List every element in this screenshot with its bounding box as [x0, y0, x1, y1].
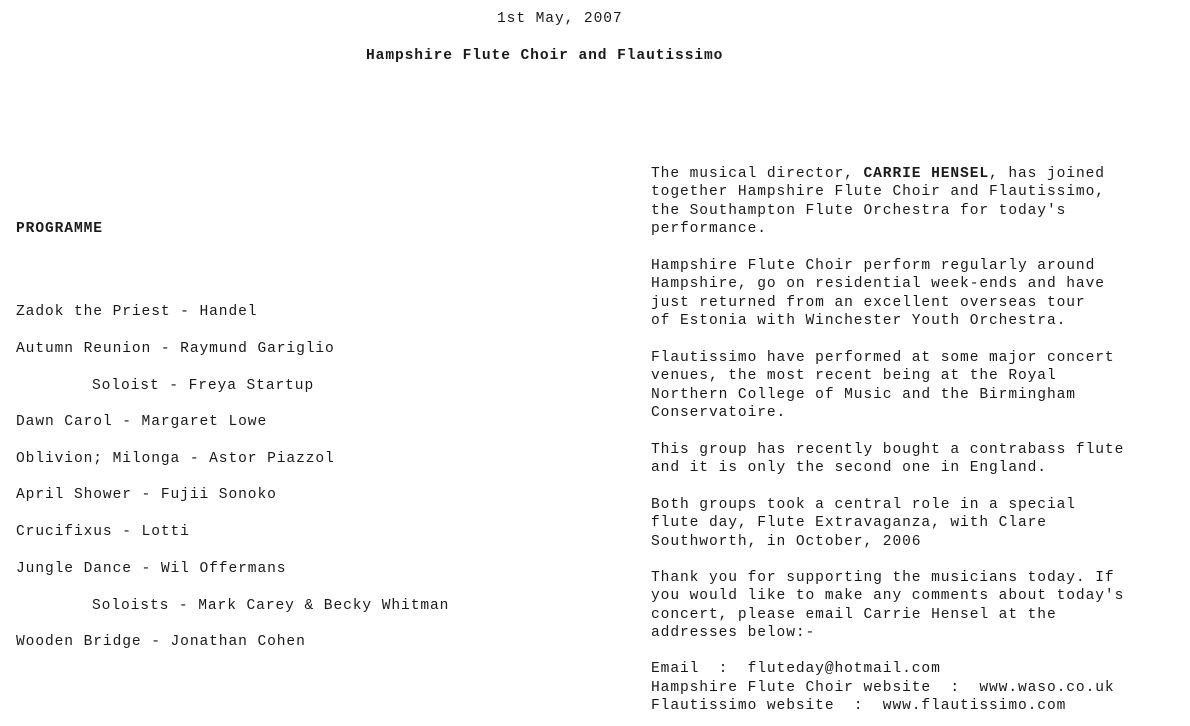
document-title: Hampshire Flute Choir and Flautissimo — [366, 48, 724, 64]
notes-line: of Estonia with Winchester Youth Orchestra. — [651, 313, 1067, 329]
contact-choir-website: Hampshire Flute Choir website : www.waso.co.uk — [651, 680, 1115, 696]
notes-line: venues, the most recent being at the Royal — [651, 368, 1057, 384]
notes-line: Hampshire, go on residential week-ends and have — [651, 276, 1105, 292]
notes-text: The musical director, — [651, 166, 864, 182]
notes-line: performance. — [651, 221, 767, 237]
programme-item: Autumn Reunion - Raymund Gariglio — [16, 341, 335, 357]
programme-heading: PROGRAMME — [16, 221, 103, 237]
contact-email: Email : fluteday@hotmail.com — [651, 661, 941, 677]
notes-line: together Hampshire Flute Choir and Flautissimo, — [651, 184, 1105, 200]
notes-line: Both groups took a central role in a special — [651, 497, 1076, 513]
notes-line: Southworth, in October, 2006 — [651, 534, 922, 550]
programme-soloist: Soloists - Mark Carey & Becky Whitman — [92, 598, 450, 614]
notes-line: and it is only the second one in England. — [651, 460, 1047, 476]
programme-item: Crucifixus - Lotti — [16, 524, 190, 540]
programme-item: Jungle Dance - Wil Offermans — [16, 561, 287, 577]
director-name: CARRIE HENSEL — [863, 166, 990, 182]
notes-line: flute day, Flute Extravaganza, with Clare — [651, 515, 1047, 531]
notes-line: Hampshire Flute Choir perform regularly around — [651, 258, 1096, 274]
notes-line: addresses below:- — [651, 625, 816, 641]
notes-line: Flautissimo have performed at some major concert — [651, 350, 1115, 366]
notes-line: the Southampton Flute Orchestra for today's — [651, 203, 1067, 219]
notes-line: Thank you for supporting the musicians today. If — [651, 570, 1115, 586]
programme-item: Wooden Bridge - Jonathan Cohen — [16, 634, 306, 650]
notes-line: just returned from an excellent overseas tour — [651, 295, 1086, 311]
notes-line: Conservatoire. — [651, 405, 787, 421]
notes-line: This group has recently bought a contrabass flute — [651, 442, 1125, 458]
programme-soloist: Soloist - Freya Startup — [92, 378, 315, 394]
programme-item: Dawn Carol - Margaret Lowe — [16, 414, 268, 430]
contact-flautissimo-website: Flautissimo website : www.flautissimo.com — [651, 698, 1067, 714]
notes-line: you would like to make any comments about today's — [651, 588, 1125, 604]
programme-item: April Shower - Fujii Sonoko — [16, 487, 277, 503]
programme-item: Oblivion; Milonga - Astor Piazzol — [16, 451, 335, 467]
document-date: 1st May, 2007 — [497, 11, 623, 27]
notes-paragraph-1-first-line — [651, 165, 1105, 183]
programme-item: Zadok the Priest - Handel — [16, 304, 258, 320]
notes-line: Northern College of Music and the Birmingham — [651, 387, 1076, 403]
notes-text: , has joined — [989, 166, 1105, 182]
notes-line: concert, please email Carrie Hensel at the — [651, 607, 1057, 623]
